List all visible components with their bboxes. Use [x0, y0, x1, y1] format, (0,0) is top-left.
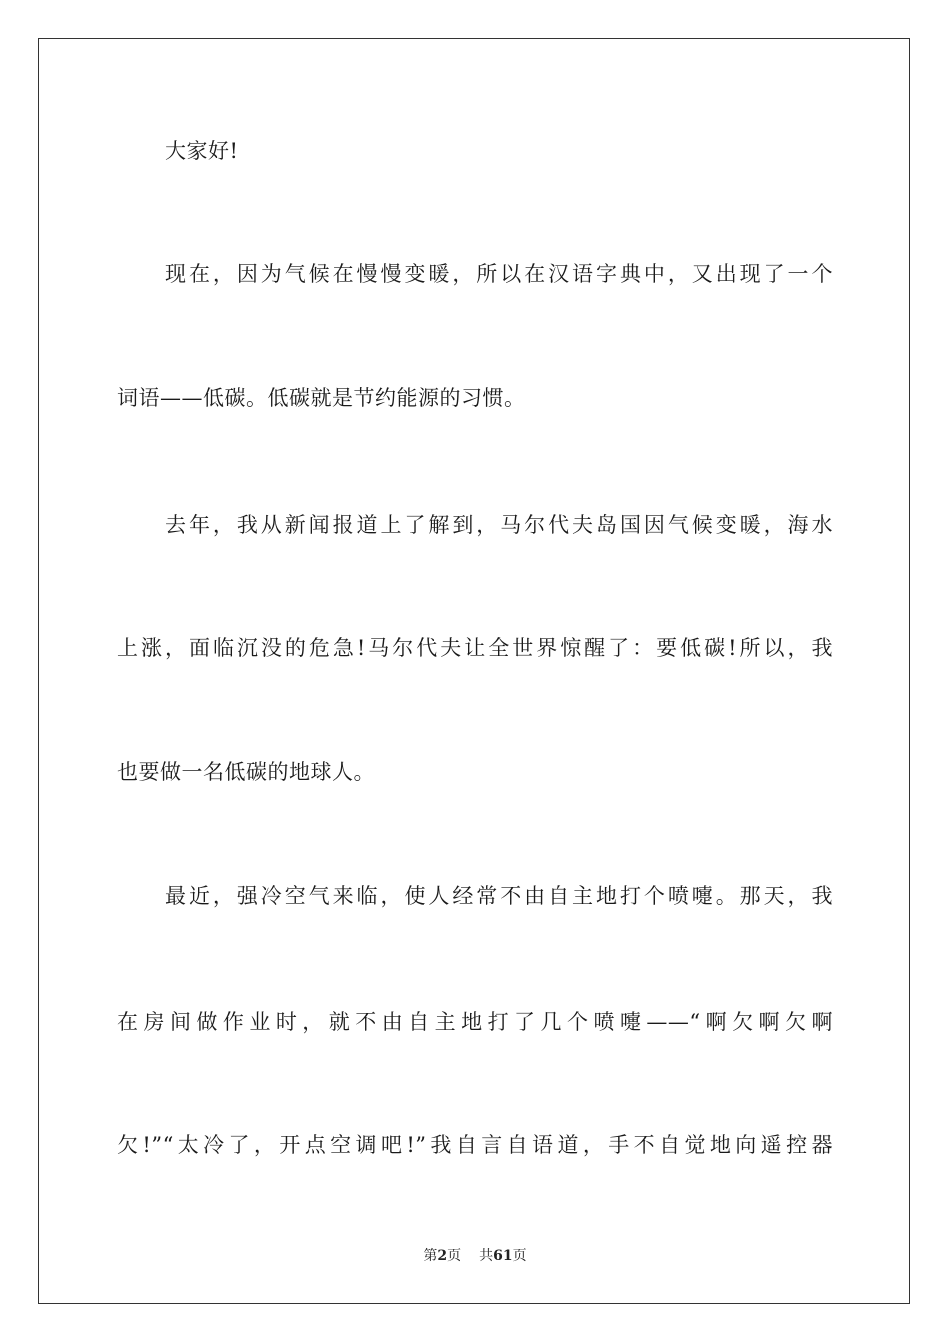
page-border — [38, 38, 910, 1304]
total-suffix: 页 — [512, 1248, 527, 1264]
total-pages: 61 — [493, 1248, 513, 1264]
paragraph-3-line-1: 最近，强冷空气来临，使人经常不由自主地打个喷嚏。那天，我 — [165, 884, 833, 908]
paragraph-1-line-1: 现在，因为气候在慢慢变暖，所以在汉语字典中，又出现了一个 — [165, 262, 833, 286]
paragraph-1-line-2: 词语——低碳。低碳就是节约能源的习惯。 — [117, 386, 526, 410]
paragraph-2-line-3: 也要做一名低碳的地球人。 — [117, 760, 375, 784]
page-footer — [0, 1246, 950, 1266]
greeting-line: 大家好! — [165, 139, 239, 163]
page-suffix: 页 — [447, 1248, 462, 1264]
paragraph-3-line-3: 欠!”“太冷了，开点空调吧!”我自言自语道，手不自觉地向遥控器 — [117, 1133, 833, 1157]
total-prefix: 共 — [479, 1248, 494, 1264]
paragraph-3-line-2: 在房间做作业时，就不由自主地打了几个喷嚏——“啊欠啊欠啊 — [117, 1010, 833, 1034]
page-number: 2 — [437, 1248, 448, 1264]
paragraph-2-line-2: 上涨，面临沉没的危急!马尔代夫让全世界惊醒了：要低碳!所以，我 — [117, 636, 833, 660]
paragraph-2-line-1: 去年，我从新闻报道上了解到，马尔代夫岛国因气候变暖，海水 — [165, 513, 833, 537]
page-prefix: 第 — [423, 1248, 438, 1264]
